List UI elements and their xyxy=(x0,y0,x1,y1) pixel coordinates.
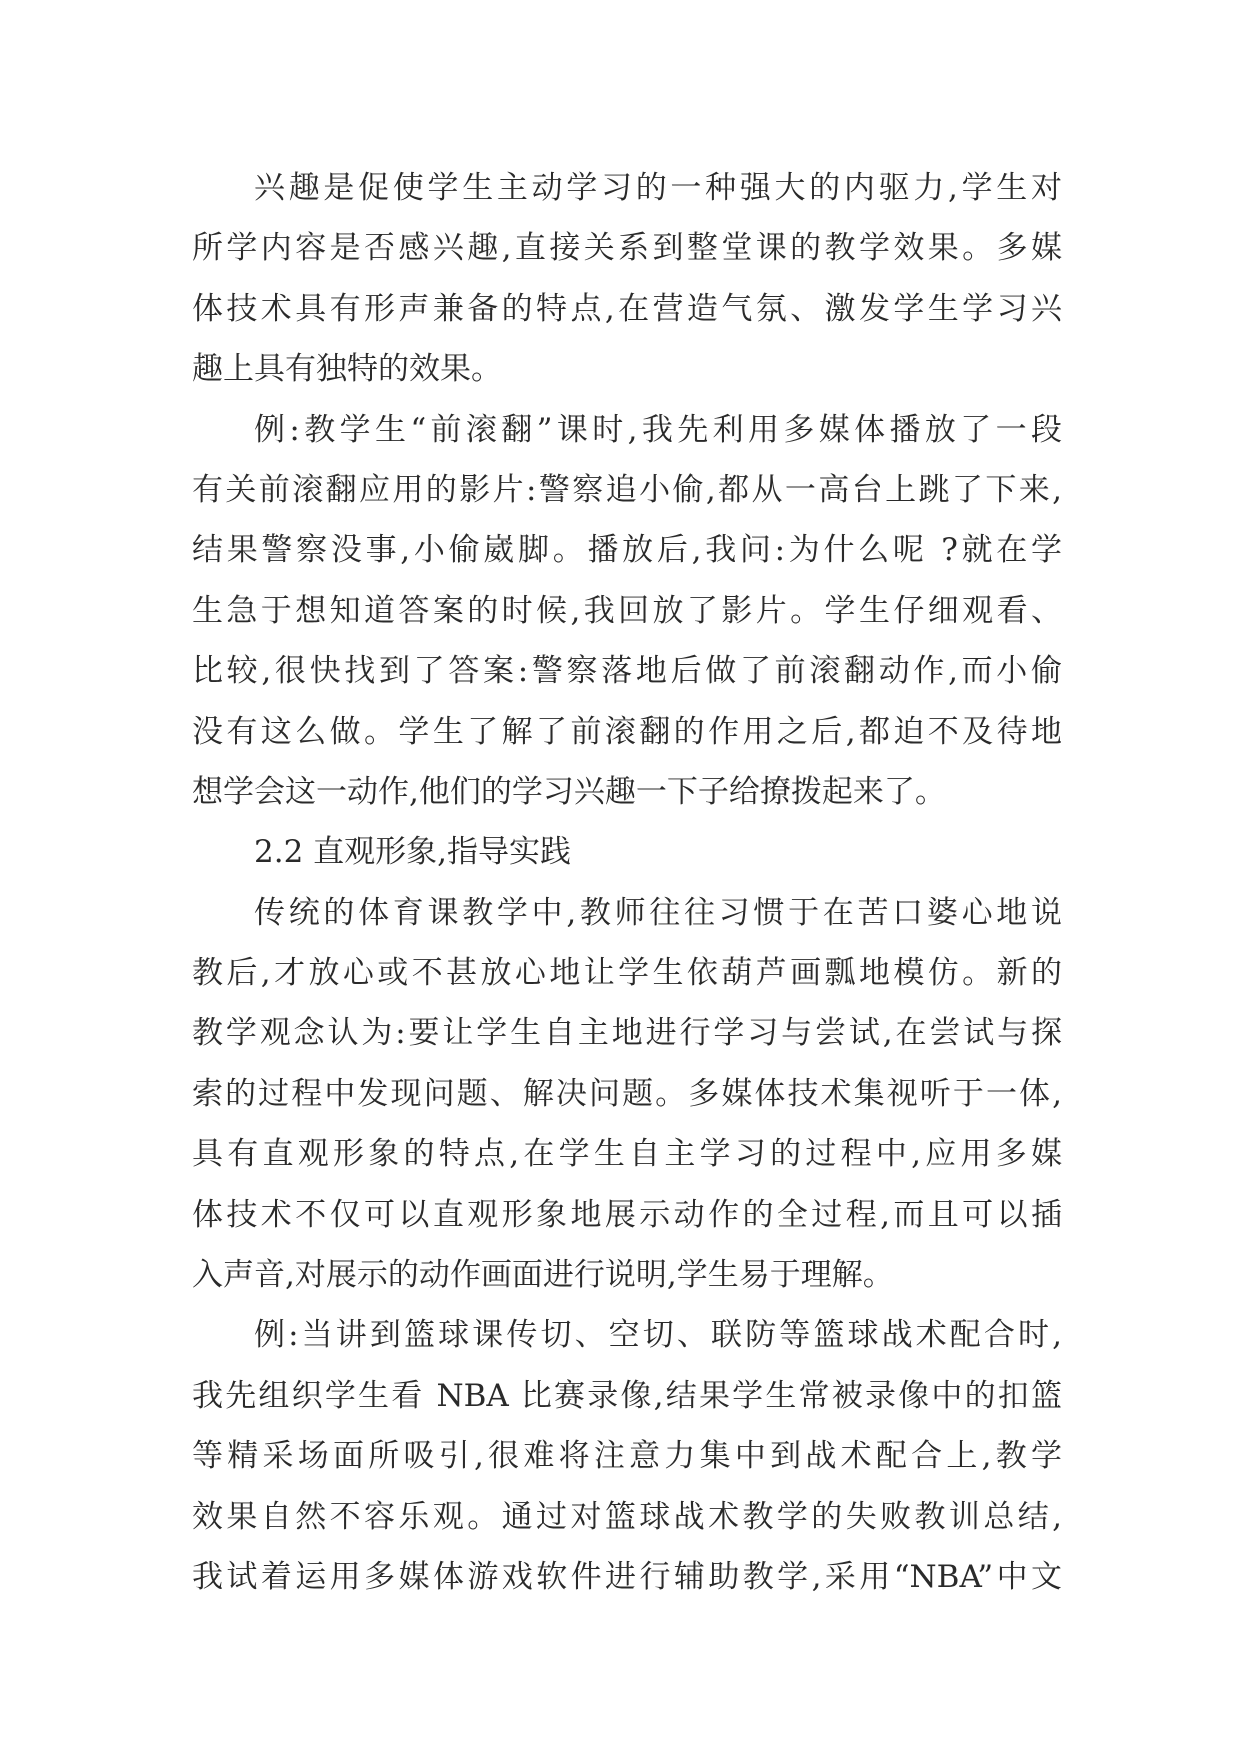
document-body xyxy=(192,158,1062,1607)
text-line: 教学观念认为:要让学生自主地进行学习与尝试,在尝试与探 xyxy=(192,1015,1062,1052)
text-line: 体技术不仅可以直观形象地展示动作的全过程,而且可以插 xyxy=(192,1196,1062,1233)
text-line: 兴趣是促使学生主动学习的一种强大的内驱力,学生对 xyxy=(254,170,1062,206)
text-line: 想学会这一动作,他们的学习兴趣一下子给撩拨起来了。 xyxy=(192,773,946,810)
text-line: 例:当讲到篮球课传切、空切、联防等篮球战术配合时, xyxy=(254,1317,1062,1354)
text-line: 等精采场面所吸引,很难将注意力集中到战术配合上,教学 xyxy=(192,1438,1062,1475)
text-line: 所学内容是否感兴趣,直接关系到整堂课的教学效果。多媒 xyxy=(192,230,1062,267)
text-line: 生急于想知道答案的时候,我回放了影片。学生仔细观看、 xyxy=(192,592,1062,629)
text-line: 例:教学生“前滚翻”课时,我先利用多媒体播放了一段 xyxy=(254,411,1062,448)
text-line: 我试着运用多媒体游戏软件进行辅助教学,采用“NBA”中文 xyxy=(192,1558,1062,1595)
text-line: 没有这么做。学生了解了前滚翻的作用之后,都迫不及待地 xyxy=(192,713,1062,750)
text-line: 教后,才放心或不甚放心地让学生依葫芦画瓢地模仿。新的 xyxy=(192,955,1062,992)
text-line: 具有直观形象的特点,在学生自主学习的过程中,应用多媒 xyxy=(192,1136,1062,1173)
text-line: 2.2 直观形象,指导实践 xyxy=(254,834,572,871)
text-line: 趣上具有独特的效果。 xyxy=(192,351,502,388)
text-line: 有关前滚翻应用的影片:警察追小偷,都从一高台上跳了下来, xyxy=(192,471,1062,508)
text-line: 传统的体育课教学中,教师往往习惯于在苦口婆心地说 xyxy=(254,894,1062,931)
text-line: 入声音,对展示的动作画面进行说明,学生易于理解。 xyxy=(192,1257,894,1294)
text-line: 我先组织学生看 NBA 比赛录像,结果学生常被录像中的扣篮 xyxy=(192,1377,1062,1414)
text-line: 结果警察没事,小偷崴脚。播放后,我问:为什么呢 ?就在学 xyxy=(192,532,1062,569)
text-line: 效果自然不容乐观。通过对篮球战术教学的失败教训总结, xyxy=(192,1498,1062,1535)
text-line: 索的过程中发现问题、解决问题。多媒体技术集视听于一体, xyxy=(192,1075,1062,1112)
text-line: 体技术具有形声兼备的特点,在营造气氛、激发学生学习兴 xyxy=(192,290,1062,327)
text-line: 比较,很快找到了答案:警察落地后做了前滚翻动作,而小偷 xyxy=(192,653,1062,690)
